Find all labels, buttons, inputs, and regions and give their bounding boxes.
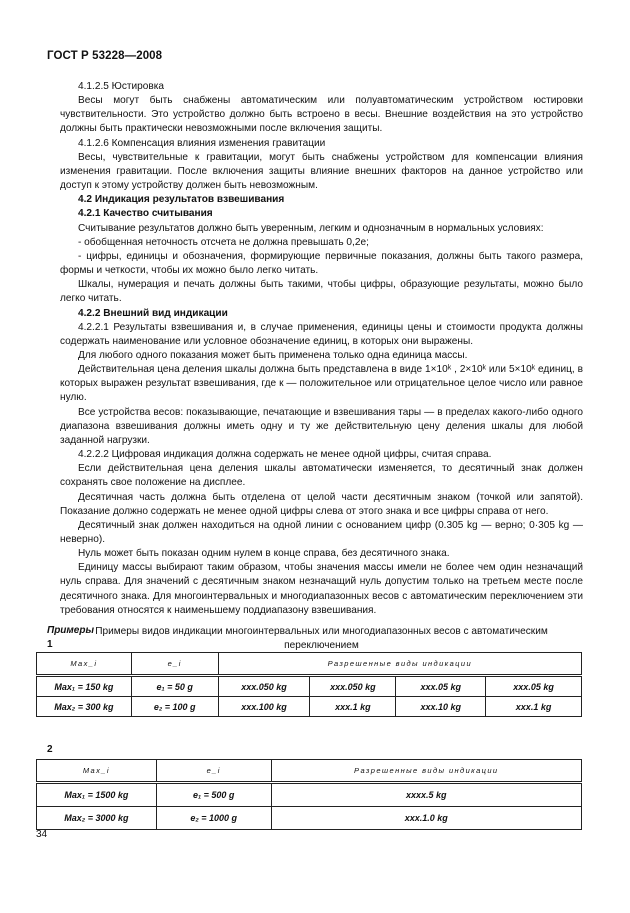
paragraph: Весы могут быть снабжены автоматическим или полуавтоматическим устройством юстировки чувствительности. Это устройство должно быть встроено в весы. Внешние воздействия на это устройство должны быть практически невозможными после включения защиты.	[60, 95, 583, 135]
paragraph: Для любого одного показания может быть применена только одна единица массы.	[78, 349, 468, 361]
document-header: ГОСТ Р 53228—2008	[47, 50, 163, 62]
section-heading: 4.1.2.5 Юстировка	[78, 81, 165, 92]
header-cell-max: Max_i	[37, 760, 157, 783]
cell-view: xxx.05 kg	[486, 676, 582, 697]
cell-view: xxx.100 kg	[218, 697, 310, 717]
example-number: 1	[47, 639, 53, 650]
header-cell-views: Разрешенные виды индикации	[218, 653, 581, 676]
header-cell-max: Max_i	[37, 653, 132, 676]
cell-view: xxx.10 kg	[396, 697, 486, 717]
example-2-table	[36, 759, 582, 830]
table-header-row	[37, 760, 582, 783]
paragraph: Действительная цена деления шкалы должна быть представлена в виде 1×10ᵏ , 2×10ᵏ или 5×10ᵏ единиц, в которых выражен результат взвешивания, где к — положительное или отрицательное целое число или равное нулю.	[60, 364, 583, 404]
paragraph: Единицу массы выбирают таким образом, чтобы значения массы имели не более чем один незначащий нуль справа. Для значений с десятичным знаком незначащий нуль допустим только на третьем месте после десятичного знака. Для многоинтервальных и многодиапазонных весов с автоматическим переключением эти требования относятся к наименьшему поддиапазону взвешивания.	[60, 562, 583, 616]
section-heading: 4.2 Индикация результатов взвешивания	[78, 194, 285, 206]
cell-view: xxx.050 kg	[218, 676, 310, 697]
examples-section	[36, 625, 582, 830]
cell-view: xxx.1 kg	[310, 697, 396, 717]
examples-caption: Примеры видов индикации многоинтервальных или многодиапазонных весов с автоматическим переключением	[95, 625, 548, 652]
table-row	[37, 783, 582, 807]
section-heading: 4.1.2.6 Компенсация влияния изменения гравитации	[78, 137, 326, 149]
cell-e: e₁ = 50 g	[131, 676, 218, 697]
paragraph: Все устройства весов: показывающие, печатающие и взвешивания тары — в пределах какого-либо одного диапазона взвешивания должны иметь одну и ту же действительную цену деления шкалы для любой заданной нагрузки.	[60, 406, 583, 446]
paragraph: Если действительная цена деления шкалы автоматически изменяется, то десятичный знак должен сохранять свое положение на дисплее.	[60, 463, 583, 489]
header-cell-e: e_i	[156, 760, 271, 783]
table-row	[37, 697, 582, 717]
page-number: 34	[36, 829, 48, 840]
cell-max: Max₂ = 3000 kg	[37, 807, 157, 830]
cell-max: Max₁ = 150 kg	[37, 676, 132, 697]
cell-view: xxxx.5 kg	[271, 783, 581, 807]
document-body	[60, 80, 583, 653]
paragraph: Весы, чувствительные к гравитации, могут быть снабжены устройством для компенсации влияния изменения гравитации. После включения защиты влияние внешних факторов на данное устройство или доступ к этому устройству должен быть невозможным.	[60, 151, 583, 192]
cell-view: xxx.1 kg	[486, 697, 582, 717]
examples-title: Примеры	[47, 625, 95, 636]
table-row	[37, 676, 582, 697]
section-heading: 4.2.1 Качество считывания	[78, 208, 213, 220]
table-header-row	[37, 653, 582, 676]
cell-view: xxx.1.0 kg	[271, 807, 581, 830]
cell-e: e₂ = 1000 g	[156, 807, 271, 830]
paragraph: Шкалы, нумерация и печать должны быть такими, чтобы цифры, образующие результаты, можно было легко читать.	[60, 279, 583, 305]
example-number: 2	[47, 744, 53, 755]
paragraph: Десятичный знак должен находиться на одной линии с основанием цифр (0.305 kg — верно; 0·305 kg — неверно).	[60, 519, 583, 545]
cell-e: e₂ = 100 g	[131, 697, 218, 717]
paragraph: Десятичная часть должна быть отделена от целой части десятичным знаком (точкой или запятой). Показание должно содержать не менее одной цифры слева от этого знака и все цифры справа от него.	[60, 491, 583, 517]
cell-view: xxx.050 kg	[310, 676, 396, 697]
paragraph: 4.2.2.1 Результаты взвешивания и, в случае применения, единицы цены и стоимости продукта должны содержать наименование или условное обозначение единиц, в которых они выражены.	[60, 321, 583, 347]
cell-max: Max₁ = 1500 kg	[37, 783, 157, 807]
header-cell-e: e_i	[131, 653, 218, 676]
header-cell-views: Разрешенные виды индикации	[271, 760, 581, 783]
example-1-table	[36, 652, 582, 717]
list-item: - обобщенная неточность отсчета не должна превышать 0,2е;	[78, 236, 369, 248]
cell-view: xxx.05 kg	[396, 676, 486, 697]
paragraph: Считывание результатов должно быть уверенным, легким и однозначным в нормальных условиях:	[78, 222, 544, 234]
cell-e: e₁ = 500 g	[156, 783, 271, 807]
paragraph: Нуль может быть показан одним нулем в конце справа, без десятичного знака.	[78, 548, 450, 560]
paragraph: 4.2.2.2 Цифровая индикация должна содержать не менее одной цифры, считая справа.	[78, 449, 492, 461]
cell-max: Max₂ = 300 kg	[37, 697, 132, 717]
table-row	[37, 807, 582, 830]
section-heading: 4.2.2 Внешний вид индикации	[78, 307, 228, 319]
list-item: - цифры, единицы и обозначения, формирующие первичные показания, должны быть такого размера, формы и четкости, чтобы их можно было легко читать.	[60, 250, 583, 277]
